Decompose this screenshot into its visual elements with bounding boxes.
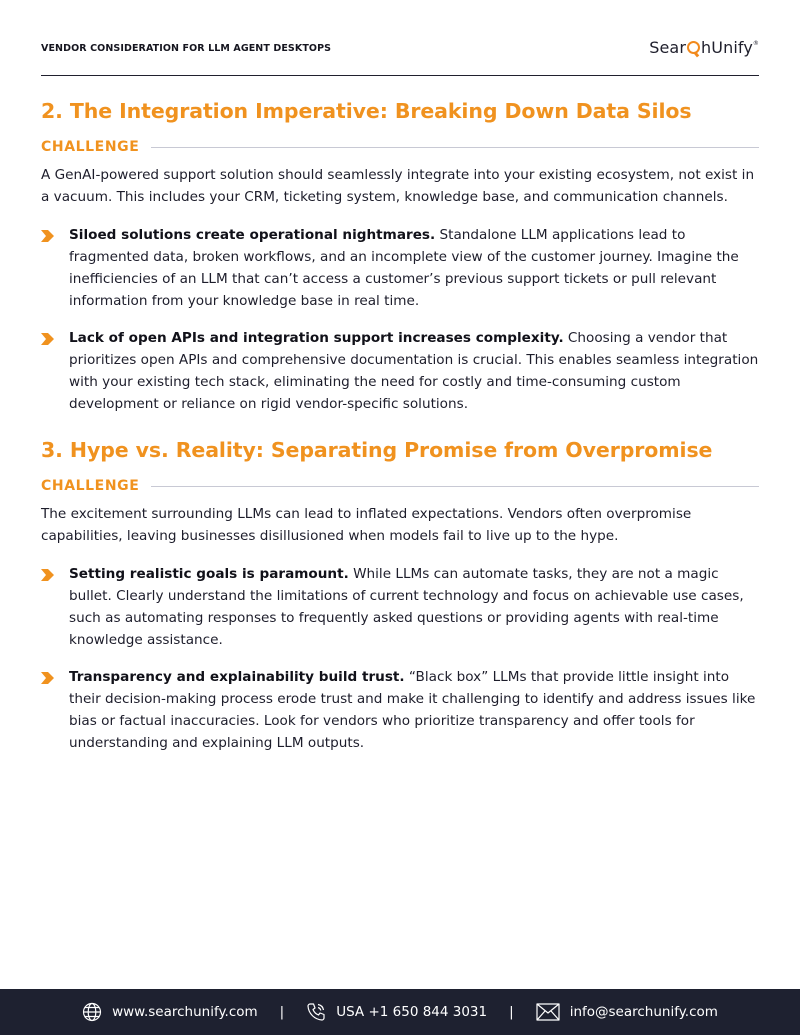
bullet-bold: Lack of open APIs and integration support increases complexity. [69,330,564,346]
phone-icon [306,1002,326,1022]
bullet-text: “Black box” LLMs that provide little insight into their decision-making process erode trust and make it challenging to identify and address issues like bias or factual inaccuracies. Look for vendors who prioritize transparency and offer tools for understanding and explaining LLM outputs. [69,669,756,751]
section-intro: A GenAI-powered support solution should seamlessly integrate into your existing ecosystem, not exist in a vacuum. This includes your CRM, ticketing system, knowledge base, and communication channels. [41,167,755,205]
bullet-bold: Siloed solutions create operational nightmares. [69,227,436,243]
footer-separator: | [279,1004,285,1020]
divider-line [151,147,759,148]
page-footer [0,989,800,1035]
section-heading: 2. The Integration Imperative: Breaking Down Data Silos [41,99,692,123]
arrow-bullet-icon [41,333,54,345]
logo-text-start: Sear [649,38,687,57]
footer-website[interactable] [82,1002,258,1022]
email-link[interactable]: info@searchunify.com [569,1004,718,1020]
section-heading: 3. Hype vs. Reality: Separating Promise from Overpromise [41,438,713,462]
arrow-bullet-icon [41,230,54,242]
globe-icon [82,1002,102,1022]
arrow-bullet-icon [41,569,54,581]
list-item [41,327,759,415]
list-item [41,666,759,754]
challenge-label: CHALLENGE [41,139,140,155]
page-header [41,0,759,76]
bullet-list [41,224,759,415]
header-title: VENDOR CONSIDERATION FOR LLM AGENT DESKTOPS [41,43,332,54]
challenge-label: CHALLENGE [41,478,140,494]
section-hype-vs-reality [41,435,759,754]
section-intro: The excitement surrounding LLMs can lead to inflated expectations. Vendors often overpromise capabilities, leaving businesses disillusioned when models fail to live up to the hype. [41,506,692,544]
footer-email[interactable] [536,1003,718,1021]
bullet-text: Choosing a vendor that prioritizes open APIs and comprehensive documentation is crucial. This enables seamless integration with your existing tech stack, eliminating the need for costly and time-consuming custom development or reliance on rigid vendor-specific solutions. [69,330,759,412]
phone-number[interactable]: USA +1 650 844 3031 [336,1004,488,1020]
bullet-text: Standalone LLM applications lead to fragmented data, broken workflows, and an incomplete view of the customer journey. Imagine the inefficiencies of an LLM that can’t access a customer’s previous support tickets or pull relevant information from your knowledge base in real time. [69,227,739,309]
challenge-divider [41,136,759,158]
searchunify-logo [649,38,759,57]
challenge-divider [41,475,759,497]
logo-text-end: hUnify [701,38,753,57]
main-content [41,96,759,769]
bullet-text: While LLMs can automate tasks, they are not a magic bullet. Clearly understand the limitations of current technology and focus on achievable use cases, such as automating responses to frequently asked questions or providing agents with real-time knowledge assistance. [69,566,744,648]
footer-separator: | [509,1004,514,1020]
section-integration [41,96,759,415]
envelope-icon [536,1003,560,1021]
list-item [41,563,759,651]
bullet-bold: Transparency and explainability build trust. [69,669,405,685]
website-link[interactable]: www.searchunify.com [112,1004,258,1020]
list-item [41,224,759,312]
bullet-bold: Setting realistic goals is paramount. [69,566,349,582]
logo-trademark: ® [752,40,759,47]
footer-phone[interactable] [306,1002,487,1022]
logo-magnifier-icon [687,41,700,54]
bullet-list [41,563,759,754]
arrow-bullet-icon [41,672,54,684]
divider-line [151,486,759,487]
